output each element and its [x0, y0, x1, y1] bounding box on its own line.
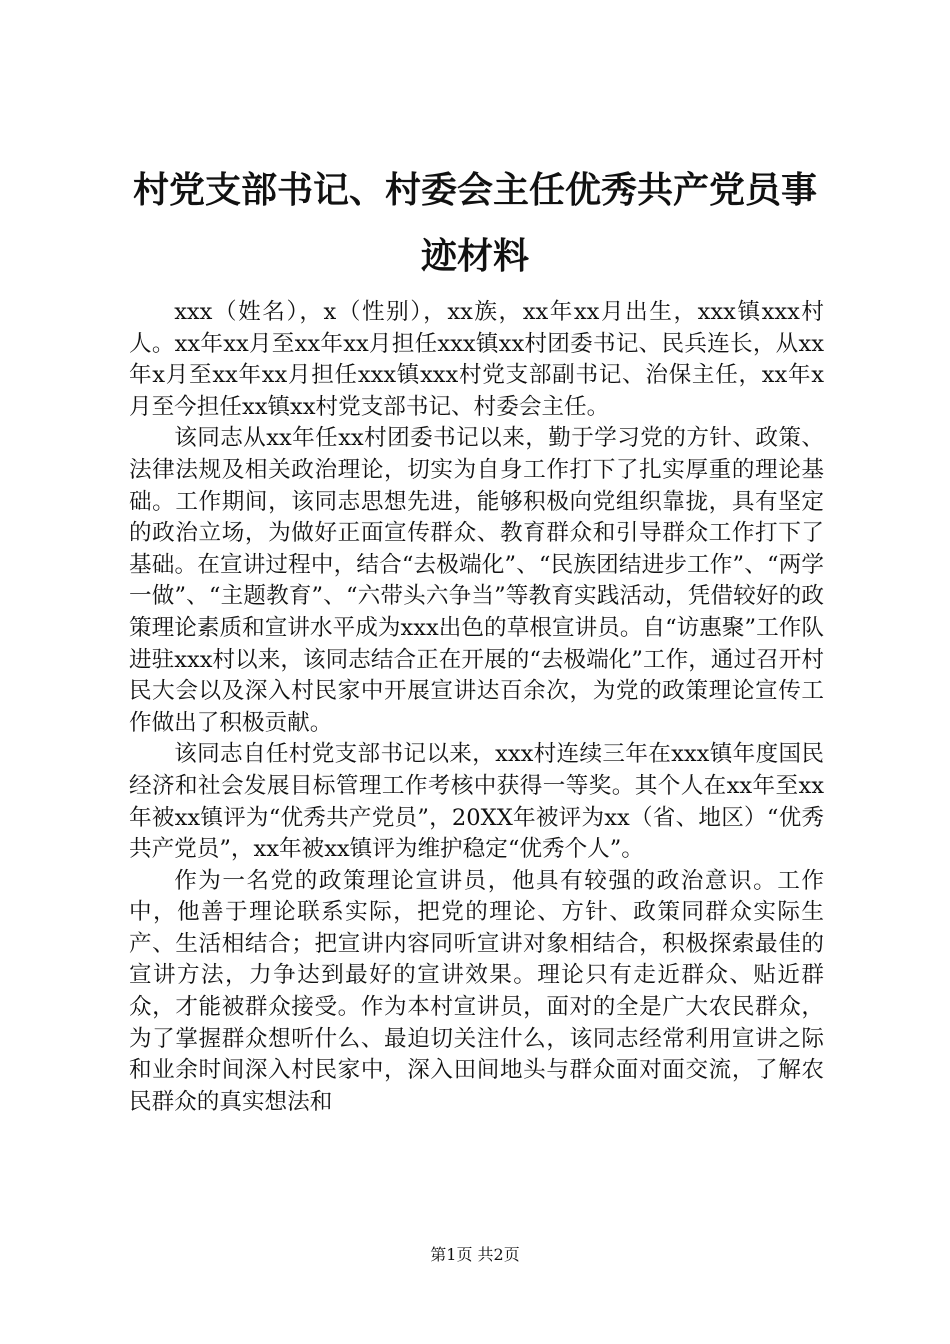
paragraph: xxx（姓名），x（性别），xx族，xx年xx月出生，xxx镇xxx村人。xx年xx月至xx年xx月担任xxx镇xx村团委书记、民兵连长，从xx年x月至xx年xx月担任xxx镇xxx村党支部副书记、治保主任，xx年x月至今担任xx镇xx村党支部书记、村委会主任。 — [129, 299, 824, 420]
document-title: 村党支部书记、村委会主任优秀共产党员事迹材料 — [132, 169, 817, 277]
paragraph: 该同志自任村党支部书记以来，xxx村连续三年在xxx镇年度国民经济和社会发展目标管理工作考核中获得一等奖。其个人在xx年至xx年被xx镇评为“优秀共产党员”，20XX年被评为xx（省、地区）“优秀共产党员”，xx年被xx镇评为维护稳定“优秀个人”。 — [129, 741, 824, 863]
paragraph: 该同志从xx年任xx村团委书记以来，勤于学习党的方针、政策、法律法规及相关政治理论，切实为自身工作打下了扎实厚重的理论基础。工作期间，该同志思想先进，能够积极向党组织靠拢，具有坚定的政治立场，为做好正面宣传群众、教育群众和引导群众工作打下了基础。在宣讲过程中，结合“去极端化”、“民族团结进步工作”、“两学一做”、“主题教育”、“六带头六争当”等教育实践活动，凭借较好的政策理论素质和宣讲水平成为xxx出色的草根宣讲员。自“访惠聚”工作队进驻xxx村以来，该同志结合正在开展的“去极端化”工作，通过召开村民大会以及深入村民家中开展宣讲达百余次，为党的政策理论宣传工作做出了积极贡献。 — [129, 425, 824, 736]
page-number-footer: 第1页 共2页 — [430, 1245, 520, 1264]
document-body — [129, 297, 824, 1118]
paragraph: 作为一名党的政策理论宣讲员，他具有较强的政治意识。工作中，他善于理论联系实际，把党的理论、方针、政策同群众实际生产、生活相结合；把宣讲内容同听宣讲对象相结合，积极探索最佳的宣讲方法，力争达到最好的宣讲效果。理论只有走近群众、贴近群众，才能被群众接受。作为本村宣讲员，面对的全是广大农民群众，为了掌握群众想听什么、最迫切关注什么，该同志经常利用宣讲之际和业余时间深入村民家中，深入田间地头与群众面对面交流，了解农民群众的真实想法和 — [129, 867, 824, 1115]
